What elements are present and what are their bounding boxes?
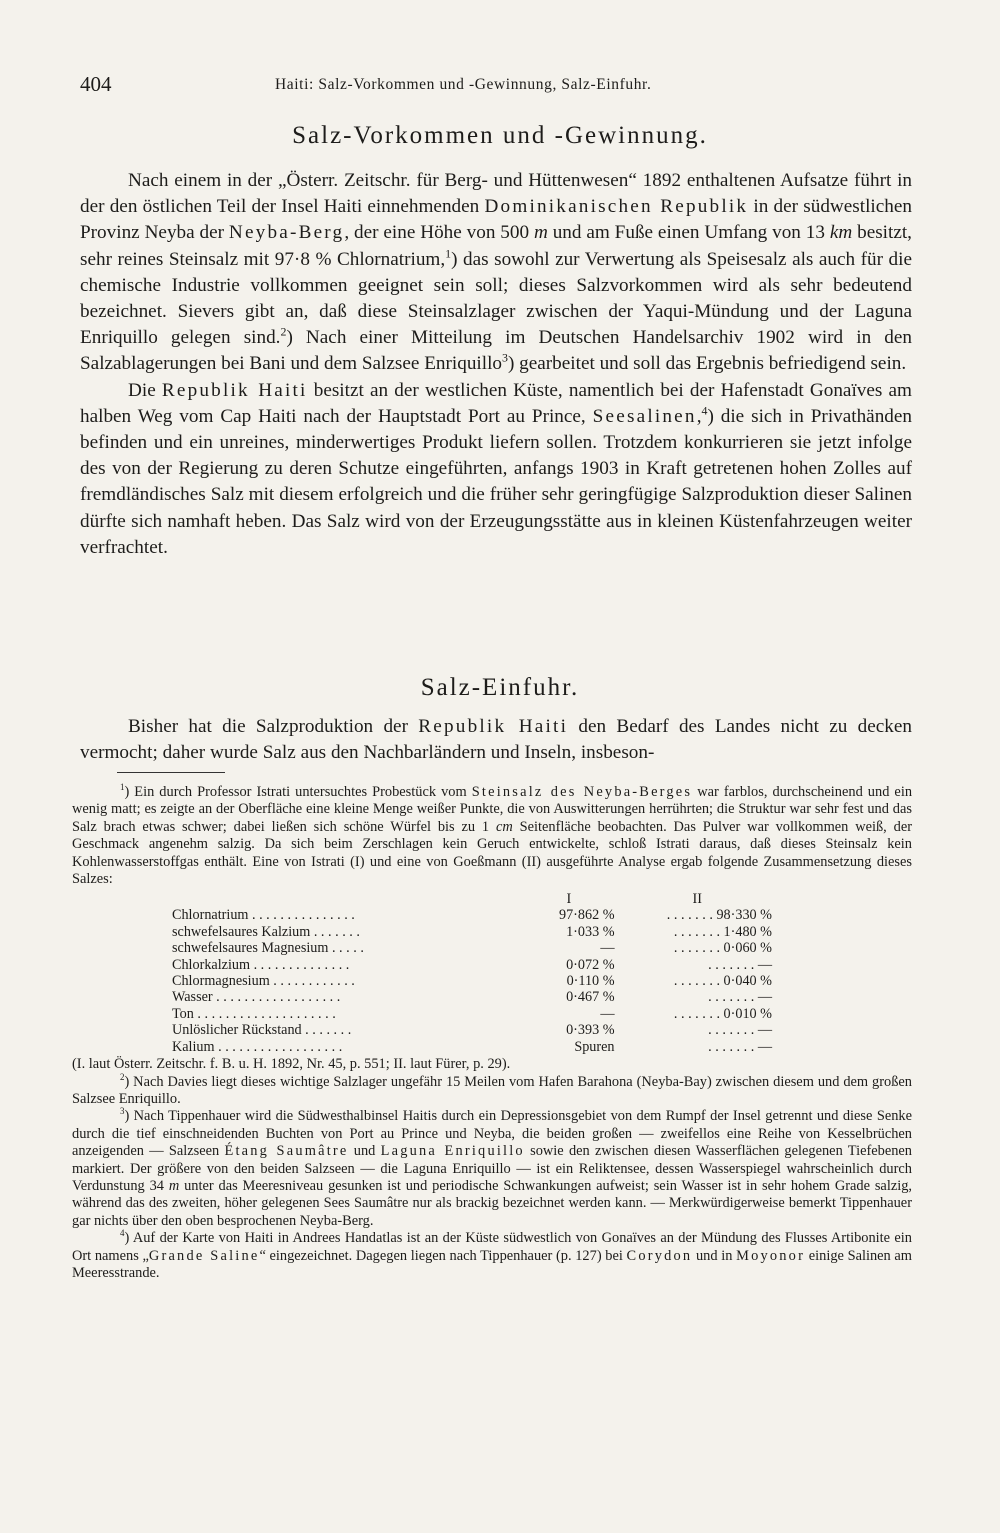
table-header-row (172, 891, 772, 907)
table-row (172, 907, 772, 923)
footnote-4 (72, 1230, 912, 1282)
footnote-ref: 4 (701, 403, 708, 418)
paragraph (80, 168, 912, 378)
paragraph (80, 714, 912, 766)
value-II: . . . . . . . — (708, 1038, 772, 1055)
footnote-3 (72, 1108, 912, 1230)
spaced-term: Moyonor (736, 1247, 806, 1264)
value-I: 0·393 % (566, 1022, 615, 1039)
row-label: Wasser . . . . . . . . . . . . . . . . . . (172, 989, 341, 1006)
footnote-divider (117, 772, 225, 773)
section-body-salz-vorkommen (80, 168, 912, 561)
footnote-ref: 2 (280, 324, 287, 339)
section-heading-salz-einfuhr: Salz-Einfuhr. (420, 674, 580, 701)
paragraph (80, 378, 912, 561)
text-run: ) Nach Davies liegt dieses wichtige Salzlager ungefähr 15 Meilen vom Hafen Barahona (Neyba-Bay) zwischen diesem und dem großen Salzsee Enriquillo. (72, 1073, 912, 1107)
page-header (80, 72, 920, 102)
row-label: Chlormagnesium . . . . . . . . . . . . (172, 973, 355, 990)
footnote-ref: 3 (502, 351, 508, 366)
value-I: — (600, 1005, 615, 1022)
text-run: und (348, 1143, 381, 1160)
text-run: ) gearbeitet und soll das Ergebnis befriedigend sein. (507, 353, 907, 375)
text-run: und am Fuße einen Umfang von 13 (547, 222, 830, 244)
value-I: 0·110 % (566, 973, 615, 990)
value-II: . . . . . . . — (708, 989, 772, 1006)
text-run: in der südwestlichen Provinz Neyba der (80, 196, 912, 244)
column-header-II: II (692, 891, 702, 908)
text-run: , der eine Höhe von 500 (344, 222, 534, 244)
text-run: sowie den zwischen diesen Wasserflächen gelegenen Tiefebenen markiert. Der größere von den beiden Salzseen — die Laguna Enriquillo — ist ein Reliktensee, dessen Wasserspiegel wahrscheinlich durch Verdunstung 34 (72, 1143, 912, 1194)
row-label: Chlornatrium . . . . . . . . . . . . . . . (172, 907, 355, 924)
text-run: den Bedarf des Landes nicht zu decken vermocht; daher wurde Salz aus den Nachbarländern und Inseln, insbeson- (80, 716, 912, 764)
spaced-term: Corydon (626, 1247, 693, 1264)
value-II: . . . . . . . 0·010 % (673, 1005, 772, 1022)
section-heading-salz-vorkommen: Salz-Vorkommen und -Gewinnung. (292, 122, 708, 149)
spaced-term: Seesalinen (592, 405, 697, 427)
footnote-2 (72, 1071, 912, 1109)
value-I: 97·862 % (558, 907, 615, 924)
value-II: . . . . . . . — (708, 1022, 772, 1039)
text-run: Nach einem in der „Österr. Zeitschr. für Berg- und Hüttenwesen“ 1892 enthaltenen Aufsatze führt in der den östlichen Teil der Insel Haiti einnehmenden (80, 170, 912, 218)
spaced-term: Laguna Enriquillo (380, 1143, 525, 1160)
footnote-number: 1 (120, 782, 125, 793)
unit: m (533, 222, 548, 244)
row-label: Ton . . . . . . . . . . . . . . . . . . . . (172, 1005, 336, 1022)
value-II: . . . . . . . 0·040 % (673, 973, 772, 990)
unit: cm (495, 818, 513, 835)
value-II: . . . . . . . 98·330 % (666, 907, 772, 924)
spaced-term: Steinsalz des Neyba-Berges (471, 784, 693, 800)
value-II: . . . . . . . 1·480 % (673, 923, 772, 940)
text-run: war farblos, durchscheinend und ein wenig matt; es zeigte an der Oberfläche eine kleine Menge weißer Punkte, die von Auswitterungen herrührten; die Struktur war sehr fest und das Salz brach etwas schwer; dabei ließen sich schöne Würfel bis zu 1 (72, 784, 913, 835)
text-run: ) Ein durch Professor Istrati untersuchtes Probestück vom (124, 784, 472, 800)
text-run: ) Auf der Karte von Haiti in Andrees Handatlas ist an der Küste südwestlich von Gonaïves an der Mündung des Flusses Artibonite ein Ort namens „ (72, 1230, 912, 1264)
row-label: Unlöslicher Rückstand . . . . . . . (172, 1022, 352, 1039)
text-run: “ eingezeichnet. Dagegen liegen nach Tippenhauer (p. 127) bei (259, 1247, 627, 1264)
text-run: Seitenfläche beobachten. Das Pulver war vollkommen weiß, der Geschmack angenehm salzig. Da sich beim Zerschlagen kein Geruch entwickelte, schloß Istrati daraus, daß dieses Steinsalz kein Kohlenwasserstoffgas enthält. Eine von Istrati (I) und eine von Goeßmann (II) ausgeführte Analyse ergab folgende Zusammensetzung dieses Salzes: (72, 818, 912, 888)
analysis-table (172, 891, 772, 1055)
footnote-number: 3 (120, 1106, 125, 1117)
footnote-number: 4 (120, 1228, 125, 1239)
text-run: und in (692, 1247, 737, 1264)
spaced-term: Dominikanischen Republik (484, 196, 749, 218)
spaced-term: Republik Haiti (161, 379, 308, 401)
analysis-rows (172, 907, 772, 1055)
text-run: einige Salinen am Meeresstrande. (72, 1247, 912, 1281)
table-row (172, 940, 772, 956)
page-number: 404 (80, 72, 112, 96)
section-body-salz-einfuhr (80, 714, 912, 766)
text-run: ) die sich in Privathänden befinden und ein unreines, minderwertiges Produkt liefern sollen. Trotzdem konkurrieren sie jetzt infolge des von der Regierung zu deren Schutze eingeführten, anfangs 1903 in Kraft getretenen hohen Zolles auf fremdländisches Salz mit diesem erfolgreich und die früher sehr geringfügige Salzproduktion dieser Salinen dürfte sich namhaft heben. Das Salz wird von der Erzeugungsstätte aus in kleinen Küstenfahrzeugen weiter verfrachtet. (80, 405, 912, 558)
row-label: Chlorkalzium . . . . . . . . . . . . . . (172, 956, 350, 973)
text-run: ) Nach einer Mitteilung im Deutschen Handelsarchiv 1902 wird in den Salzablagerungen bei Bani und dem Salzsee Enriquillo (80, 327, 912, 375)
table-row (172, 973, 772, 989)
value-I: Spuren (574, 1038, 615, 1055)
running-title: Haiti: Salz-Vorkommen und -Gewinnung, Salz-Einfuhr. (275, 76, 652, 93)
spaced-term: Grande Saline (148, 1247, 260, 1264)
table-row (172, 957, 772, 973)
row-label: schwefelsaures Magnesium . . . . . (172, 940, 364, 957)
table-row (172, 989, 772, 1005)
spaced-term: Republik Haiti (418, 716, 569, 737)
text-run: Die (128, 379, 162, 401)
text-run: ) das sowohl zur Verwertung als Speisesalz als auch für die chemische Industrie vollkommen geeignet sein soll; dieses Salzvorkommen wird als sehr bedeutend bezeichnet. Sievers gibt an, daß diese Steinsalzlager zwischen der Yaqui-Mündung und der Laguna Enriquillo gelegen sind. (80, 248, 913, 349)
spaced-term: Neyba-Berg (228, 222, 345, 244)
text-run: besitzt an der westlichen Küste, namentlich bei der Hafenstadt Gonaïves am halben Weg vom Cap Haiti nach der Hauptstadt Port au Prince, (80, 379, 912, 427)
footnotes (72, 784, 912, 1282)
unit: km (829, 222, 853, 244)
text-run: besitzt, sehr reines Steinsalz mit 97·8 % Chlornatrium, (80, 222, 912, 270)
value-II: . . . . . . . 0·060 % (673, 940, 772, 957)
footnote-1 (72, 784, 912, 888)
row-label: Kalium . . . . . . . . . . . . . . . . . . (172, 1038, 343, 1055)
text-run: , (696, 405, 702, 427)
table-row (172, 924, 772, 940)
analysis-source: (I. laut Österr. Zeitschr. f. B. u. H. 1892, Nr. 45, p. 551; II. laut Fürer, p. 29). (72, 1056, 511, 1073)
value-I: 1·033 % (566, 923, 615, 940)
footnote-number: 2 (120, 1071, 125, 1082)
column-header-I: I (566, 891, 572, 908)
value-I: — (600, 940, 615, 957)
table-spacer (172, 891, 515, 907)
value-I: 0·072 % (566, 956, 615, 973)
footnote-ref: 1 (445, 246, 452, 261)
value-I: 0·467 % (566, 989, 615, 1006)
table-row (172, 1022, 772, 1038)
table-row (172, 1039, 772, 1055)
unit: m (168, 1177, 180, 1194)
text-run: unter das Meeresniveau gesunken ist und periodische Schwankungen aufweist; sein Wasser ist in sehr hohem Grade salzig, während das des zweiten, höher gelegenen Sees Saumâtre nur als brackig bezeichnet werden kann. — Merkwürdigerweise bemerkt Tippenhauer gar nichts über den oben besprochenen Neyba-Berg. (72, 1177, 912, 1229)
table-row (172, 1006, 772, 1022)
row-label: schwefelsaures Kalzium . . . . . . . (172, 923, 360, 940)
spaced-term: Étang Saumâtre (224, 1143, 349, 1160)
text-run: ) Nach Tippenhauer wird die Südwesthalbinsel Haitis durch ein Depressionsgebiet von dem Rumpf der Insel getrennt und diese Senke durch die tief einschneidenden Buchten von Port au Prince und Neyba, die beiden großen — zweifellos eine Reihe von Kesselbrüchen anzeigenden — Salzseen (72, 1108, 912, 1160)
text-run: Bisher hat die Salzproduktion der (128, 716, 419, 737)
value-II: . . . . . . . — (708, 956, 772, 973)
